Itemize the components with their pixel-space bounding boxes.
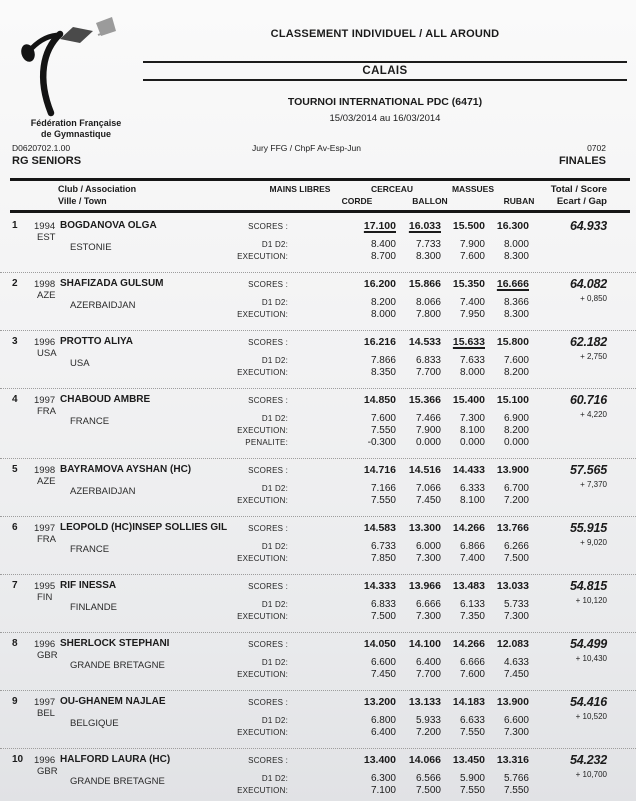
club-name: FINLANDE (70, 602, 117, 613)
d-value-3: 6.866 (459, 541, 485, 552)
e-value-2: 8.300 (415, 251, 441, 262)
d-value-3: 6.666 (459, 657, 485, 668)
country-code: FIN (37, 592, 53, 603)
e-value-3: 7.600 (459, 669, 485, 680)
scores-label: SCORES : (248, 756, 288, 765)
scores-label: SCORES : (248, 640, 288, 649)
penalty-value-1: -0.300 (367, 437, 396, 448)
col-cerceau: CERCEAU (370, 184, 414, 194)
d1d2-label: D1 D2: (261, 600, 288, 609)
e-value-2: 7.700 (415, 669, 441, 680)
country-code: AZE (37, 290, 56, 301)
score-apparatus-4: 15.100 (496, 394, 529, 406)
e-value-2: 7.200 (415, 727, 441, 738)
athlete-name: CHABOUD AMBRE (60, 394, 151, 405)
d-value-4: 6.600 (503, 715, 529, 726)
e-value-4: 7.500 (503, 553, 529, 564)
page-code: 0702 (587, 143, 606, 153)
scores-label: SCORES : (248, 466, 288, 475)
d-value-2: 7.733 (415, 239, 441, 250)
d-value-2: 6.566 (415, 773, 441, 784)
penalty-value-2: 0.000 (415, 437, 441, 448)
score-apparatus-1: 14.583 (363, 522, 396, 534)
e-value-2: 7.300 (415, 553, 441, 564)
total-score: 64.082 (569, 277, 607, 291)
total-score: 54.499 (569, 637, 607, 651)
country-code: FRA (37, 534, 56, 545)
gap-to-leader: + 10,430 (575, 654, 607, 663)
athlete-name: RIF INESSA (60, 580, 117, 591)
score-apparatus-1: 14.050 (363, 638, 396, 650)
e-value-4: 8.300 (503, 309, 529, 320)
e-value-4: 8.200 (503, 367, 529, 378)
rank: 7 (12, 580, 18, 591)
rule-table-top (10, 178, 630, 181)
e-value-1: 8.350 (370, 367, 396, 378)
federation-name (6, 118, 146, 140)
e-value-1: 7.550 (370, 425, 396, 436)
col-club-association: Club / Association (58, 184, 137, 194)
total-score: 54.416 (569, 695, 607, 709)
d-value-3: 6.633 (459, 715, 485, 726)
total-score: 54.815 (569, 579, 607, 593)
result-row (0, 389, 636, 459)
score-apparatus-2: 14.516 (408, 464, 441, 476)
athlete-name: BAYRAMOVA AYSHAN (HC) (60, 464, 192, 475)
d-value-4: 5.766 (503, 773, 529, 784)
e-value-3: 8.100 (459, 425, 485, 436)
country-code: USA (37, 348, 57, 359)
d-value-1: 7.866 (370, 355, 396, 366)
rule-above-venue (143, 61, 627, 63)
execution-label: EXECUTION: (237, 612, 288, 621)
score-apparatus-1: 14.850 (363, 394, 396, 406)
empty-cell (529, 239, 607, 251)
d-value-4: 8.000 (503, 239, 529, 250)
rank: 6 (12, 522, 18, 533)
e-value-2: 7.800 (415, 309, 441, 320)
d-value-1: 6.800 (370, 715, 396, 726)
rank: 5 (12, 464, 18, 475)
col-ville-town: Ville / Town (58, 196, 107, 206)
score-apparatus-3: 13.483 (452, 580, 485, 592)
execution-label: EXECUTION: (237, 670, 288, 679)
score-apparatus-4: 12.083 (496, 638, 529, 650)
rank: 9 (12, 696, 18, 707)
country-code: EST (37, 232, 56, 243)
score-apparatus-3: 15.500 (452, 220, 485, 232)
d-value-1: 7.600 (370, 413, 396, 424)
score-apparatus-3: 15.350 (452, 278, 485, 290)
score-apparatus-2: 15.366 (408, 394, 441, 406)
scores-label: SCORES : (248, 280, 288, 289)
country-code: GBR (37, 766, 58, 777)
score-apparatus-2: 13.966 (408, 580, 441, 592)
d-value-2: 6.000 (415, 541, 441, 552)
country-code: FRA (37, 406, 56, 417)
club-name: GRANDE BRETAGNE (70, 776, 165, 787)
d-value-1: 6.733 (370, 541, 396, 552)
empty-cell (529, 309, 607, 321)
e-value-3: 8.000 (459, 367, 485, 378)
athlete-name: LEOPOLD (HC)INSEP SOLLIES GIL (60, 522, 228, 533)
gap-to-leader: + 4,220 (580, 410, 607, 419)
scores-label: SCORES : (248, 338, 288, 347)
event-dates: 15/03/2014 au 16/03/2014 (329, 113, 441, 124)
e-value-3: 7.350 (459, 611, 485, 622)
score-apparatus-3: 13.450 (452, 754, 485, 766)
execution-label: EXECUTION: (237, 786, 288, 795)
col-ecart-gap: Ecart / Gap (556, 196, 607, 207)
col-corde: CORDE (341, 196, 373, 206)
athlete-name: SHAFIZADA GULSUM (60, 278, 164, 289)
phase-label: FINALES (558, 155, 606, 167)
club-name: AZERBAIDJAN (70, 486, 136, 497)
d-value-3: 6.333 (459, 483, 485, 494)
d1d2-label: D1 D2: (261, 542, 288, 551)
table-header (0, 182, 636, 209)
score-apparatus-3: 15.400 (452, 394, 485, 406)
e-value-2: 7.700 (415, 367, 441, 378)
e-value-3: 7.950 (459, 309, 485, 320)
score-apparatus-2: 13.300 (408, 522, 441, 534)
penalty-line (0, 437, 607, 449)
d-value-4: 6.700 (503, 483, 529, 494)
score-apparatus-2: 16.033 (408, 220, 441, 232)
e-value-4: 7.300 (503, 611, 529, 622)
d-value-3: 7.633 (459, 355, 485, 366)
score-apparatus-4: 16.300 (496, 220, 529, 232)
category-label: RG SENIORS (12, 155, 82, 167)
country-code: AZE (37, 476, 56, 487)
empty-cell (529, 437, 607, 449)
e-value-1: 7.500 (370, 611, 396, 622)
rank: 3 (12, 336, 18, 347)
result-row (0, 575, 636, 633)
d-value-4: 6.900 (503, 413, 529, 424)
result-row (0, 459, 636, 517)
birth-year: 1997 (34, 522, 56, 534)
result-row (0, 273, 636, 331)
e-value-1: 7.550 (370, 495, 396, 506)
result-row (0, 691, 636, 749)
d-value-1: 6.600 (370, 657, 396, 668)
d-value-4: 8.366 (503, 297, 529, 308)
e-value-4: 8.300 (503, 251, 529, 262)
score-apparatus-2: 13.133 (408, 696, 441, 708)
score-apparatus-1: 14.716 (363, 464, 396, 476)
score-apparatus-4: 13.900 (496, 464, 529, 476)
document-code: D0620702.1.00 (12, 143, 71, 153)
club-name: FRANCE (70, 544, 110, 555)
col-ruban: RUBAN (503, 196, 535, 206)
country-code: GBR (37, 650, 58, 661)
d-value-3: 6.133 (459, 599, 485, 610)
rank: 4 (12, 394, 18, 405)
total-score: 55.915 (569, 521, 607, 535)
penalty-label: PENALITE: (245, 438, 288, 447)
result-row (0, 749, 636, 801)
empty-cell (529, 251, 607, 263)
gap-to-leader: + 10,120 (575, 596, 607, 605)
rank: 8 (12, 638, 18, 649)
d-value-4: 6.266 (503, 541, 529, 552)
country-code: BEL (37, 708, 55, 719)
score-apparatus-3: 14.433 (452, 464, 485, 476)
result-row (0, 517, 636, 575)
d-value-1: 7.166 (370, 483, 396, 494)
e-value-1: 6.400 (370, 727, 396, 738)
e-value-4: 7.300 (503, 727, 529, 738)
rank: 10 (12, 754, 24, 765)
execution-line (0, 367, 607, 379)
empty-cell (529, 495, 607, 507)
execution-label: EXECUTION: (237, 310, 288, 319)
d-value-1: 6.300 (370, 773, 396, 784)
birth-year: 1997 (34, 696, 56, 708)
e-value-2: 7.450 (415, 495, 441, 506)
empty-cell (529, 669, 607, 681)
d1d2-label: D1 D2: (261, 414, 288, 423)
rule-below-venue (143, 79, 627, 81)
d-value-3: 7.400 (459, 297, 485, 308)
result-row (0, 633, 636, 691)
gap-to-leader: + 10,700 (575, 770, 607, 779)
club-name: FRANCE (70, 416, 110, 427)
e-value-3: 7.550 (459, 785, 485, 796)
col-total-score: Total / Score (550, 184, 607, 195)
empty-cell (529, 785, 607, 797)
score-apparatus-3: 14.266 (452, 522, 485, 534)
d-value-2: 6.666 (415, 599, 441, 610)
score-apparatus-1: 14.333 (363, 580, 396, 592)
gap-to-leader: + 7,370 (580, 480, 607, 489)
scores-label: SCORES : (248, 524, 288, 533)
d-value-4: 7.600 (503, 355, 529, 366)
e-value-4: 8.200 (503, 425, 529, 436)
execution-label: EXECUTION: (237, 368, 288, 377)
club-name: ESTONIE (70, 242, 112, 253)
birth-year: 1995 (34, 580, 56, 592)
d-value-2: 7.066 (415, 483, 441, 494)
d1d2-label: D1 D2: (261, 658, 288, 667)
e-value-3: 8.100 (459, 495, 485, 506)
club-name: AZERBAIDJAN (70, 300, 136, 311)
e-value-3: 7.600 (459, 251, 485, 262)
birth-year: 1996 (34, 754, 56, 766)
execution-label: EXECUTION: (237, 554, 288, 563)
rule-header-bottom (10, 210, 630, 213)
d-value-4: 5.733 (503, 599, 529, 610)
federation-line1: Fédération Française (30, 118, 122, 128)
total-score: 62.182 (569, 335, 607, 349)
score-apparatus-4: 13.900 (496, 696, 529, 708)
d-value-3: 5.900 (459, 773, 485, 784)
d-value-1: 8.200 (370, 297, 396, 308)
total-score: 54.232 (569, 753, 607, 767)
e-value-1: 8.700 (370, 251, 396, 262)
e-value-2: 7.500 (415, 785, 441, 796)
birth-year: 1998 (34, 464, 56, 476)
scores-label: SCORES : (248, 582, 288, 591)
score-apparatus-2: 15.866 (408, 278, 441, 290)
athlete-name: OU-GHANEM NAJLAE (60, 696, 166, 707)
ffg-logo-icon (8, 8, 120, 120)
execution-label: EXECUTION: (237, 728, 288, 737)
e-value-3: 7.400 (459, 553, 485, 564)
e-value-1: 7.450 (370, 669, 396, 680)
birth-year: 1997 (34, 394, 56, 406)
empty-cell (529, 425, 607, 437)
empty-cell (529, 367, 607, 379)
club-name: BELGIQUE (70, 718, 119, 729)
athlete-name: HALFORD LAURA (HC) (60, 754, 171, 765)
empty-cell (529, 727, 607, 739)
empty-cell (529, 611, 607, 623)
scores-label: SCORES : (248, 396, 288, 405)
e-value-1: 7.850 (370, 553, 396, 564)
e-value-4: 7.550 (503, 785, 529, 796)
e-value-2: 7.900 (415, 425, 441, 436)
athlete-name: PROTTO ALIYA (60, 336, 133, 347)
empty-cell (529, 553, 607, 565)
score-apparatus-1: 16.216 (363, 336, 396, 348)
score-apparatus-2: 14.100 (408, 638, 441, 650)
rank: 2 (12, 278, 18, 289)
club-name: GRANDE BRETAGNE (70, 660, 165, 671)
score-apparatus-1: 17.100 (363, 220, 396, 232)
col-mains-libres: MAINS LIBRES (269, 184, 331, 194)
gap-to-leader: + 2,750 (580, 352, 607, 361)
athlete-name: SHERLOCK STEPHANI (60, 638, 170, 649)
jury-line: Jury FFG / ChpF Av-Esp-Jun (252, 143, 361, 153)
score-apparatus-1: 13.400 (363, 754, 396, 766)
d-value-2: 8.066 (415, 297, 441, 308)
e-value-2: 7.300 (415, 611, 441, 622)
d-value-2: 6.400 (415, 657, 441, 668)
rank: 1 (12, 220, 18, 231)
venue-name: CALAIS (362, 65, 408, 77)
e-value-3: 7.550 (459, 727, 485, 738)
execution-label: EXECUTION: (237, 252, 288, 261)
club-name: USA (70, 358, 90, 369)
federation-line2: de Gymnastique (40, 129, 112, 139)
e-value-4: 7.200 (503, 495, 529, 506)
e-value-1: 7.100 (370, 785, 396, 796)
score-apparatus-3: 15.633 (452, 336, 485, 348)
d-value-2: 5.933 (415, 715, 441, 726)
d1d2-label: D1 D2: (261, 484, 288, 493)
d-value-1: 6.833 (370, 599, 396, 610)
e-value-1: 8.000 (370, 309, 396, 320)
col-ballon: BALLON (412, 196, 448, 206)
d1d2-label: D1 D2: (261, 240, 288, 249)
d-value-3: 7.900 (459, 239, 485, 250)
score-apparatus-3: 14.266 (452, 638, 485, 650)
result-row (0, 331, 636, 389)
score-apparatus-4: 13.766 (496, 522, 529, 534)
execution-label: EXECUTION: (237, 426, 288, 435)
total-score: 57.565 (569, 463, 607, 477)
score-apparatus-2: 14.533 (408, 336, 441, 348)
gap-to-leader: + 10,520 (575, 712, 607, 721)
d1d2-label: D1 D2: (261, 774, 288, 783)
d-value-2: 7.466 (415, 413, 441, 424)
e-value-4: 7.450 (503, 669, 529, 680)
score-apparatus-3: 14.183 (452, 696, 485, 708)
d-value-3: 7.300 (459, 413, 485, 424)
birth-year: 1996 (34, 336, 56, 348)
score-apparatus-1: 16.200 (363, 278, 396, 290)
results-list (0, 215, 636, 801)
d-value-1: 8.400 (370, 239, 396, 250)
event-name: TOURNOI INTERNATIONAL PDC (6471) (287, 96, 483, 108)
birth-year: 1994 (34, 220, 56, 232)
score-apparatus-1: 13.200 (363, 696, 396, 708)
d-value-4: 4.633 (503, 657, 529, 668)
score-apparatus-4: 15.800 (496, 336, 529, 348)
d1d2-label: D1 D2: (261, 298, 288, 307)
birth-year: 1996 (34, 638, 56, 650)
d-value-2: 6.833 (415, 355, 441, 366)
score-apparatus-4: 16.666 (496, 278, 529, 290)
page-title: CLASSEMENT INDIVIDUEL / ALL AROUND (270, 28, 500, 40)
execution-label: EXECUTION: (237, 496, 288, 505)
result-row (0, 215, 636, 273)
birth-year: 1998 (34, 278, 56, 290)
score-apparatus-2: 14.066 (408, 754, 441, 766)
d1d2-label: D1 D2: (261, 356, 288, 365)
scores-label: SCORES : (248, 698, 288, 707)
score-apparatus-4: 13.316 (496, 754, 529, 766)
score-apparatus-4: 13.033 (496, 580, 529, 592)
penalty-value-4: 0.000 (503, 437, 529, 448)
d1d2-label: D1 D2: (261, 716, 288, 725)
total-score: 64.933 (569, 219, 607, 233)
difficulty-line (0, 355, 607, 367)
athlete-name: BOGDANOVA OLGA (60, 220, 157, 231)
scores-label: SCORES : (248, 222, 288, 231)
gap-to-leader: + 9,020 (580, 538, 607, 547)
gap-to-leader: + 0,850 (580, 294, 607, 303)
total-score: 60.716 (569, 393, 607, 407)
penalty-value-3: 0.000 (459, 437, 485, 448)
col-massues: MASSUES (451, 184, 495, 194)
